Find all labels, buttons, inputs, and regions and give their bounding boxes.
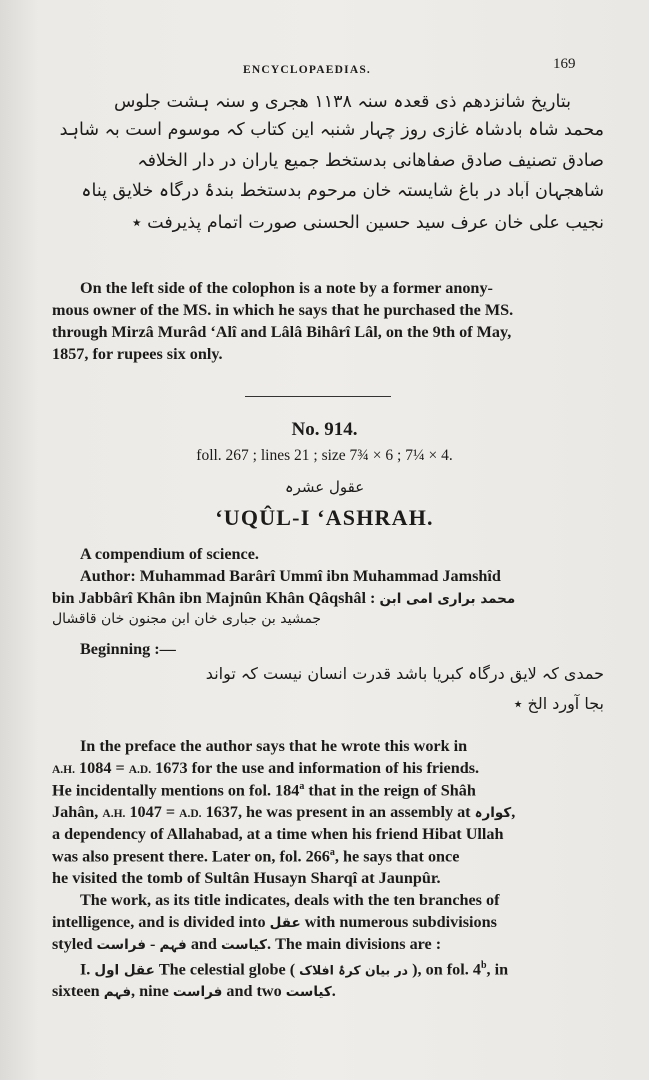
term-arabic: فہم xyxy=(103,984,132,1000)
author-line-2-arabic: محمد براری امی ابن xyxy=(379,591,516,607)
term-arabic: عقل اول xyxy=(94,962,155,979)
colophon-line-3: صادق تصنیف صادق صفاھانی بدستخط جمیع یاران در دار الخلافہ xyxy=(137,151,604,171)
entry-title: ‘UQÛL-I ‘ASHRAH. xyxy=(215,505,434,530)
running-title: ENCYCLOPAEDIAS. xyxy=(243,64,372,76)
work-line-2 xyxy=(52,913,497,932)
term-arabic: فراست xyxy=(96,937,146,953)
text-run: - xyxy=(145,935,160,953)
text-run: , nine xyxy=(131,982,173,1000)
text-run: , xyxy=(511,803,516,821)
text-run: sixteen xyxy=(52,982,104,1000)
entry-number: No. 914. xyxy=(291,419,358,440)
term-arabic: عقل xyxy=(269,915,301,931)
preface-line-2 xyxy=(52,759,479,778)
text-run: styled xyxy=(52,935,97,953)
era-ah: A.H. xyxy=(102,808,126,820)
text-run: was also present there. Later on, fol. 266 xyxy=(52,847,330,866)
era-ad: A.D. xyxy=(179,808,202,820)
term-arabic: در بیان کرۂ افلاک xyxy=(299,962,409,978)
author-line-2 xyxy=(52,589,515,608)
work-line-3 xyxy=(52,935,441,954)
folio-superscript: a xyxy=(329,847,335,858)
place-name-arabic: کوارہ xyxy=(474,805,512,821)
text-run: I. xyxy=(80,960,95,979)
beginning-arabic-2: بجا آورد الخ ٭ xyxy=(513,694,604,713)
colophon-line-4: شاھجہان آباد در باغ شایستہ خان مرحوم بدستخط بندۂ درگاہ خلایق پناہ xyxy=(81,181,604,201)
preface-line-1: In the preface the author says that he wrote this work in xyxy=(80,737,468,755)
text-run: . The main divisions are : xyxy=(266,935,442,953)
text-run: ), on fol. 4 xyxy=(408,960,481,979)
text-run: , he says that once xyxy=(334,847,460,866)
text-run: 1637, he was present in an assembly at xyxy=(201,803,475,821)
note-line-1: On the left side of the colophon is a note by a former anony- xyxy=(80,279,493,297)
text-run: with numerous subdivisions xyxy=(300,913,497,931)
division-1-line-2 xyxy=(52,982,336,1001)
note-line-2: mous owner of the MS. in which he says that he purchased the MS. xyxy=(52,301,514,319)
work-line-1: The work, as its title indicates, deals with the ten branches of xyxy=(80,891,500,909)
beginning-label: Beginning :— xyxy=(80,640,176,658)
preface-line-6 xyxy=(52,847,459,866)
text-run: He incidentally mentions on fol. 184 xyxy=(52,781,300,800)
text-run: The celestial globe ( xyxy=(154,960,300,979)
author-line-1: Author: Muhammad Barârî Ummî ibn Muhammad Jamshîd xyxy=(80,567,501,585)
author-line-2-english: bin Jabbârî Khân ibn Majnûn Khân Qâqshâl : xyxy=(52,589,376,607)
text-run: , in xyxy=(486,960,509,979)
era-ad: A.D. xyxy=(128,764,152,776)
folio-superscript: a xyxy=(299,781,305,792)
author-line-3-arabic: جمشید بن جباری خان ابن مجنون خان قاقشال xyxy=(52,611,322,627)
beginning-arabic-1: حمدی کہ لایق درگاہ کبریا باشد قدرت انسان نیست کہ تواند xyxy=(205,664,604,683)
division-1-line-1 xyxy=(52,960,508,979)
note-line-3: through Mirzâ Murâd ‘Alî and Lâlâ Bihârî Lâl, on the 9th of May, xyxy=(52,323,512,341)
term-arabic: فراست xyxy=(172,984,223,1000)
preface-line-4 xyxy=(52,803,515,822)
year-text: 1673 for the use and information of his friends. xyxy=(151,759,480,777)
preface-line-5: a dependency of Allahabad, at a time when his friend Hibat Ullah xyxy=(52,825,504,843)
term-arabic: کیاست xyxy=(285,984,332,1000)
text-run: and two xyxy=(222,982,286,1000)
colophon-line-5: نجیب علی خان عرف سید حسین الحسنی صورت اتمام پذیرفت ٭ xyxy=(132,213,604,233)
year-text: 1084 = xyxy=(75,759,129,777)
preface-line-7: he visited the tomb of Sultân Husayn Sharqî at Jaunpûr. xyxy=(52,869,441,887)
text-run: that in the reign of Shâh xyxy=(304,781,476,800)
term-arabic: کیاست xyxy=(220,937,267,953)
summary-line: A compendium of science. xyxy=(80,545,259,563)
text-run: intelligence, and is divided into xyxy=(52,913,270,931)
preface-line-3 xyxy=(52,781,476,800)
page-header xyxy=(0,56,649,80)
text-run: Jahân, xyxy=(52,803,103,821)
text-run: 1047 = xyxy=(125,803,180,821)
entry-foll: foll. 267 ; lines 21 ; size 7¾ × 6 ; 7¼ × 4. xyxy=(196,447,453,464)
page-number: 169 xyxy=(553,56,576,72)
colophon-line-2: محمد شاہ بادشاہ غازی روز چہار شنبہ این کتاب کہ موسوم است بہ شاہد xyxy=(59,120,604,140)
term-arabic: فہم xyxy=(159,937,187,953)
section-divider xyxy=(245,396,391,397)
entry-title-arabic: عقول عشرہ xyxy=(284,478,365,496)
note-line-4: 1857, for rupees six only. xyxy=(52,345,223,363)
era-ah: A.H. xyxy=(52,764,75,776)
folio-superscript: b xyxy=(480,960,487,971)
text-run: and xyxy=(186,935,221,953)
colophon-line-1: بتاریخ شانزدهم ذی قعدہ سنہ ۱۱۳۸ ھجری و سنہ ہشت جلوس xyxy=(113,92,571,112)
text-run: . xyxy=(331,982,336,1000)
